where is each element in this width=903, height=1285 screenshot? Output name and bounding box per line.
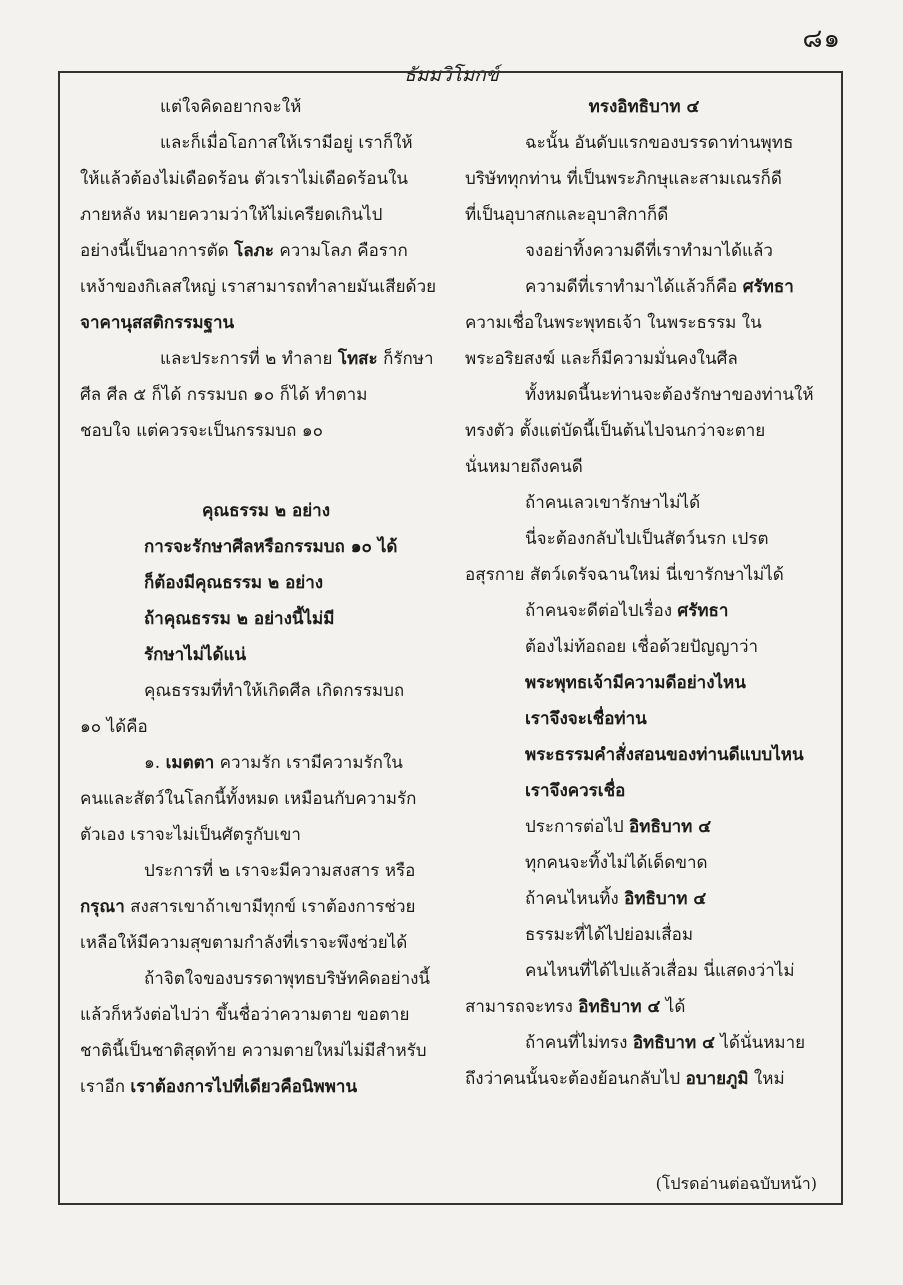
section-heading: คุณธรรม ๒ อย่าง — [201, 501, 331, 521]
paragraph-line: ทั้งหมดนี้นะท่านจะต้องรักษาของท่านให้ — [525, 385, 814, 405]
paragraph-line: บริษัททุกท่าน ที่เป็นพระภิกษุและสามเณรก็ดี — [465, 169, 782, 189]
emphasis-line: พระพุทธเจ้ามีความดีอย่างไหน — [525, 673, 746, 693]
paragraph-line: กรุณา สงสารเขาถ้าเขามีทุกข์ เราต้องการช่วย — [80, 897, 416, 917]
page-number: ๘๑ — [802, 24, 841, 54]
header-title: ธัมมวิโมกข์ — [396, 64, 507, 86]
emphasis-term: ศรัทธา — [677, 601, 729, 621]
paragraph-line: ทุกคนจะทิ้งไม่ได้เด็ดขาด — [525, 853, 708, 873]
emphasis-term: อบายภูมิ — [685, 1069, 749, 1089]
paragraph-line: ศีล ศีล ๕ ก็ได้ กรรมบถ ๑๐ ก็ได้ ทำตาม — [80, 385, 368, 405]
paragraph-line: ทรงตัว ตั้งแต่บัดนี้เป็นต้นไปจนกว่าจะตาย — [465, 421, 766, 441]
paragraph-line: อสุรกาย สัตว์เดรัจฉานใหม่ นี่เขารักษาไม่ได้ — [465, 565, 784, 585]
emphasis-line: เราจึงจะเชื่อท่าน — [525, 709, 647, 729]
paragraph-line: นี่จะต้องกลับไปเป็นสัตว์นรก เปรต — [525, 529, 769, 549]
emphasis-term: อิทธิบาท ๔ — [578, 997, 661, 1017]
paragraph-line: จงอย่าทิ้งความดีที่เราทำมาได้แล้ว — [525, 241, 773, 261]
paragraph-line: เหง้าของกิเลสใหญ่ เราสามารถทำลายมันเสียด้วย — [80, 277, 437, 297]
emphasis-line: จาคานุสสติกรรมฐาน — [80, 313, 235, 333]
paragraph-line: เราอีก เราต้องการไปที่เดียวคือนิพพาน — [80, 1077, 358, 1097]
emphasis-term: อิทธิบาท ๔ — [632, 1033, 715, 1053]
paragraph-line: ชาตินี้เป็นชาติสุดท้าย ความตายใหม่ไม่มีสำหรับ — [80, 1041, 427, 1061]
paragraph-line: ความดีที่เราทำมาได้แล้วก็คือ ศรัทธา — [525, 277, 794, 297]
paragraph-line: ถ้าคนจะดีต่อไปเรื่อง ศรัทธา — [525, 601, 729, 621]
paragraph-line: ที่เป็นอุบาสกและอุบาสิกาก็ดี — [465, 205, 669, 225]
paragraph-line: คนและสัตว์ในโลกนี้ทั้งหมด เหมือนกับความรัก — [80, 789, 417, 809]
paragraph-line: ถ้าจิตใจของบรรดาพุทธบริษัทคิดอย่างนี้ — [144, 969, 431, 989]
content-frame — [58, 71, 843, 1205]
paragraph-line: และประการที่ ๒ ทำลาย โทสะ ก็รักษา — [160, 349, 434, 369]
paragraph-line: ให้แล้วต้องไม่เดือดร้อน ตัวเราไม่เดือดร้อนใน — [80, 169, 409, 189]
paragraph-line: อย่างนี้เป็นอาการตัด โลภะ ความโลภ คือราก — [80, 241, 408, 261]
left-column — [80, 89, 452, 1105]
paragraph-line: และก็เมื่อโอกาสให้เรามีอยู่ เราก็ให้ — [160, 133, 413, 153]
paragraph-line: คนไหนที่ได้ไปแล้วเสื่อม นี่แสดงว่าไม่ — [525, 961, 795, 981]
emphasis-term: โทสะ — [337, 349, 378, 369]
paragraph-line: ประการต่อไป อิทธิบาท ๔ — [525, 817, 712, 837]
emphasis-term: เมตตา — [165, 753, 215, 773]
emphasis-term: โลภะ — [234, 241, 274, 261]
paragraph-line: ฉะนั้น อันดับแรกของบรรดาท่านพุทธ — [525, 133, 794, 153]
paragraph-line: ประการที่ ๒ เราจะมีความสงสาร หรือ — [144, 861, 416, 881]
paragraph-line: ถ้าคนเลวเขารักษาไม่ได้ — [525, 493, 701, 513]
paragraph-line: ความเชื่อในพระพุทธเจ้า ในพระธรรม ใน — [465, 313, 762, 333]
paragraph-line: ตัวเอง เราจะไม่เป็นศัตรูกับเขา — [80, 825, 301, 845]
paragraph-line: เหลือให้มีความสุขตามกำลังที่เราจะพึงช่วยได้ — [80, 933, 408, 953]
paragraph-line: พระอริยสงฆ์ และก็มีความมั่นคงในศีล — [465, 349, 738, 369]
emphasis-line: การจะรักษาศีลหรือกรรมบถ ๑๐ ได้ — [144, 537, 398, 557]
emphasis-term: อิทธิบาท ๔ — [624, 889, 707, 909]
continued-note: (โปรดอ่านต่อฉบับหน้า) — [655, 1174, 817, 1193]
paragraph-line: แล้วก็หวังต่อไปว่า ขึ้นชื่อว่าความตาย ขอตาย — [80, 1005, 410, 1025]
emphasis-line: เราจึงควรเชื่อ — [525, 781, 626, 801]
emphasis-line: ก็ต้องมีคุณธรรม ๒ อย่าง — [144, 573, 324, 593]
paragraph-line: ถ้าคนไหนทิ้ง อิทธิบาท ๔ — [525, 889, 707, 909]
emphasis-line: รักษาไม่ได้แน่ — [144, 645, 247, 665]
emphasis-term: เราต้องการไปที่เดียวคือนิพพาน — [130, 1077, 358, 1097]
paragraph-line: ถึงว่าคนนั้นจะต้องย้อนกลับไป อบายภูมิ ใหม่ — [465, 1069, 785, 1089]
paragraph-line: ธรรมะที่ได้ไปย่อมเสื่อม — [525, 925, 694, 945]
paragraph-line: คุณธรรมที่ทำให้เกิดศีล เกิดกรรมบถ — [144, 681, 405, 701]
right-column — [465, 89, 823, 1097]
paragraph-line: ถ้าคนที่ไม่ทรง อิทธิบาท ๔ ได้นั่นหมาย — [525, 1033, 806, 1053]
emphasis-line: ถ้าคุณธรรม ๒ อย่างนี้ไม่มี — [144, 609, 335, 629]
emphasis-term: กรุณา — [80, 897, 125, 917]
paragraph-line: นั่นหมายถึงคนดี — [465, 457, 583, 477]
section-heading: ทรงอิทธิบาท ๔ — [588, 97, 700, 117]
paragraph-line: ภายหลัง หมายความว่าให้ไม่เครียดเกินไป — [80, 205, 383, 225]
emphasis-line: พระธรรมคำสั่งสอนของท่านดีแบบไหน — [525, 745, 804, 765]
paragraph-line: สามารถจะทรง อิทธิบาท ๔ ได้ — [465, 997, 686, 1017]
paragraph-line: ๑๐ ได้คือ — [80, 717, 148, 737]
emphasis-term: อิทธิบาท ๔ — [629, 817, 712, 837]
paragraph-line: แต่ใจคิดอยากจะให้ — [160, 97, 302, 117]
paragraph-line: ต้องไม่ท้อถอย เชื่อด้วยปัญญาว่า — [525, 637, 759, 657]
paragraph-line: ๑. เมตตา ความรัก เรามีความรักใน — [144, 753, 403, 773]
emphasis-term: ศรัทธา — [742, 277, 794, 297]
paragraph-line: ชอบใจ แต่ควรจะเป็นกรรมบถ ๑๐ — [80, 421, 323, 441]
